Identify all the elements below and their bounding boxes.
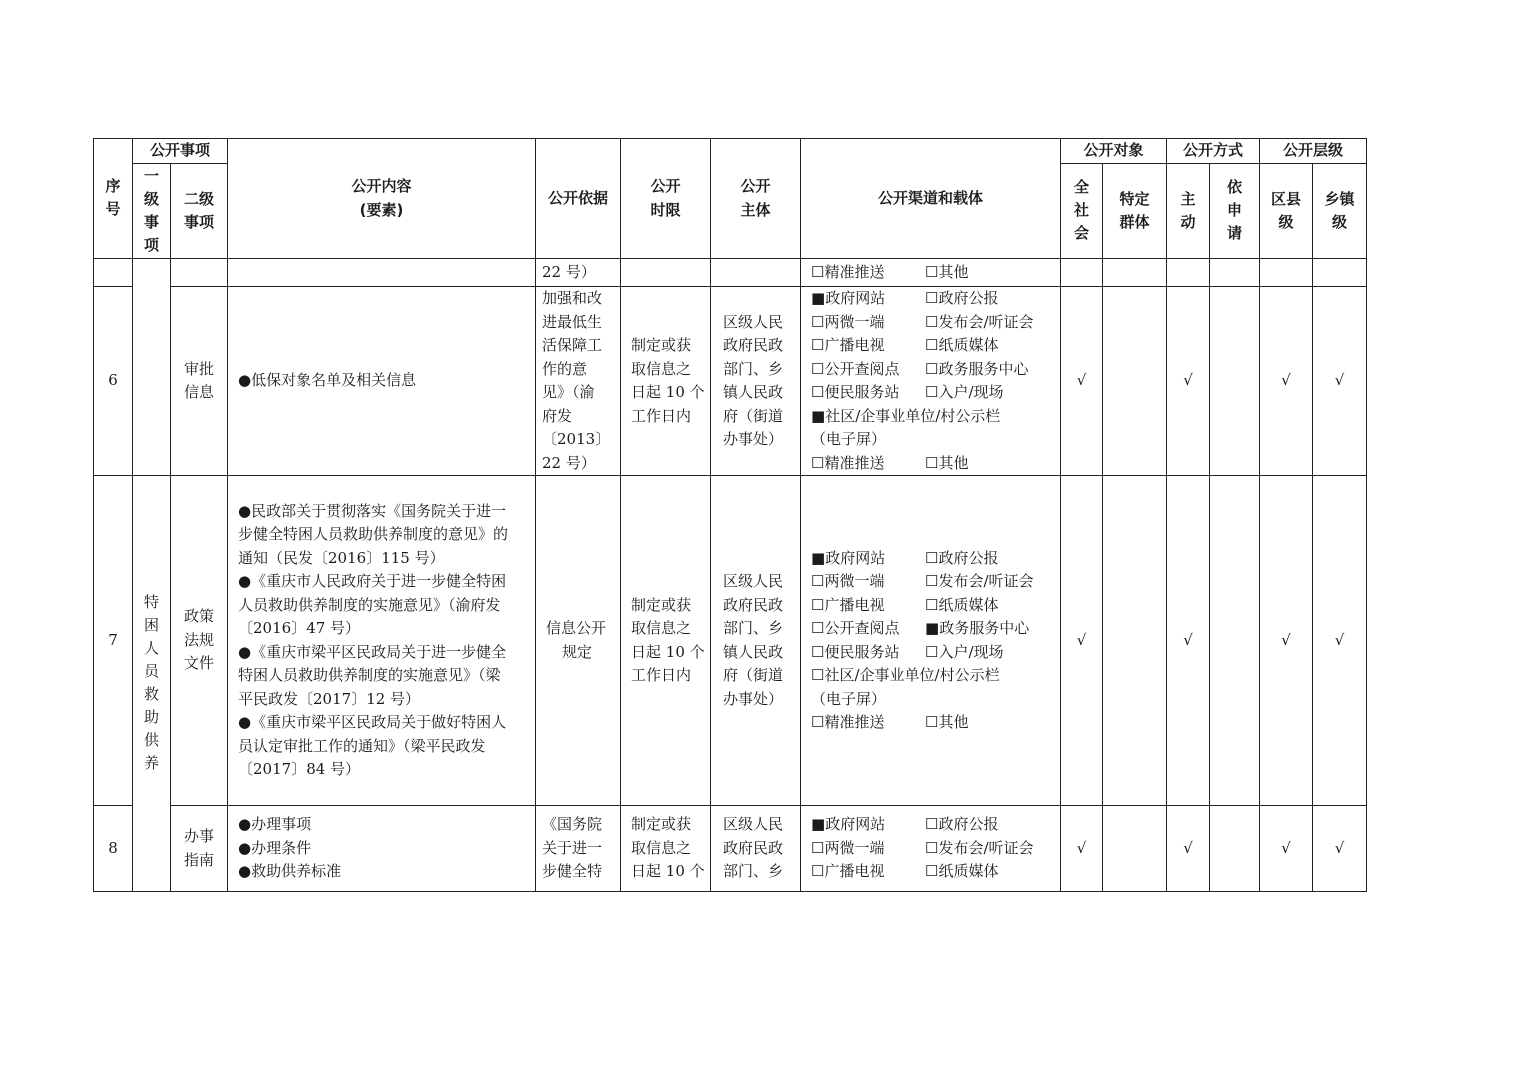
header-content-line1: 公开内容 bbox=[351, 177, 412, 195]
channel-option: （电子屏） bbox=[811, 689, 887, 708]
cell-empty bbox=[94, 259, 133, 287]
header-method: 公开方式 bbox=[1167, 139, 1260, 164]
disclosure-table bbox=[93, 138, 1367, 892]
header-subject bbox=[711, 139, 801, 259]
header-target-all bbox=[1061, 164, 1103, 259]
content-line: 通知（民发〔2016〕115 号） bbox=[238, 548, 445, 567]
basis-line: 〔2013〕 bbox=[542, 430, 611, 448]
time-line: 取信息之 bbox=[631, 838, 692, 857]
level2-line: 信息 bbox=[184, 383, 215, 401]
cell-level1-empty bbox=[133, 259, 171, 476]
channel-option: ☐政务服务中心 bbox=[925, 359, 1029, 378]
content-line: ●办理事项 bbox=[238, 815, 312, 834]
cell-empty bbox=[1061, 259, 1103, 287]
header-level1 bbox=[133, 164, 171, 259]
table-row-8 bbox=[94, 806, 1367, 892]
content-line: ●《重庆市人民政府关于进一步健全特困 bbox=[238, 572, 507, 590]
basis-line: 府发 bbox=[542, 406, 573, 425]
channel-option: ☐公开查阅点 bbox=[811, 359, 900, 378]
cell-level-district: √ bbox=[1260, 287, 1313, 476]
header-level-district-1: 区县 bbox=[1271, 189, 1302, 208]
subject-line: 办事处） bbox=[723, 689, 784, 708]
cell-level-town: √ bbox=[1313, 806, 1367, 892]
basis-line: 22 号） bbox=[542, 453, 596, 472]
cell-subject bbox=[711, 476, 801, 806]
cell-seq: 8 bbox=[94, 806, 133, 892]
cell-empty bbox=[1313, 259, 1367, 287]
cell-basis bbox=[536, 287, 621, 476]
cell-level-town: √ bbox=[1313, 476, 1367, 806]
basis-line: 活保障工 bbox=[542, 336, 603, 354]
basis-line: 关于进一 bbox=[542, 838, 603, 857]
time-line: 取信息之 bbox=[631, 619, 692, 637]
time-line: 制定或获 bbox=[631, 336, 692, 354]
channel-option: ☐两微一端 bbox=[811, 572, 885, 590]
header-level1-text: 一级事项 bbox=[144, 166, 160, 254]
cell-level2 bbox=[171, 287, 228, 476]
content-line: 特困人员救助供养制度的实施意见》（梁 bbox=[238, 666, 501, 684]
time-line: 制定或获 bbox=[631, 815, 692, 834]
cell-method-request bbox=[1210, 476, 1260, 806]
content-line: 人员救助供养制度的实施意见》（渝府发 bbox=[238, 595, 501, 614]
subject-line: 部门、乡 bbox=[723, 619, 784, 637]
cell-empty bbox=[1103, 259, 1167, 287]
cell-content bbox=[228, 287, 536, 476]
cell-content bbox=[228, 806, 536, 892]
content-line: 步健全特困人员救助供养制度的意见》的 bbox=[238, 525, 509, 543]
cell-target-specific bbox=[1103, 806, 1167, 892]
channel-option: ■政务服务中心 bbox=[925, 619, 1030, 637]
basis-line: 作的意 bbox=[542, 359, 588, 378]
channel-option: ☐广播电视 bbox=[811, 862, 885, 881]
header-subject-1: 公开 bbox=[740, 177, 771, 195]
header-level: 公开层级 bbox=[1260, 139, 1367, 164]
channel-option: ☐广播电视 bbox=[811, 336, 885, 354]
cell-seq: 6 bbox=[94, 287, 133, 476]
cell-seq: 7 bbox=[94, 476, 133, 806]
channel-option: ☐广播电视 bbox=[811, 595, 885, 614]
cell-level2 bbox=[171, 806, 228, 892]
content-line: 平民政发〔2017〕12 号） bbox=[238, 689, 421, 708]
channel-option: ☐两微一端 bbox=[811, 838, 885, 857]
cell-empty bbox=[1260, 259, 1313, 287]
basis-line: 进最低生 bbox=[542, 312, 603, 331]
cell-subject bbox=[711, 806, 801, 892]
header-target-specific-2: 群体 bbox=[1119, 213, 1150, 231]
subject-line: 区级人民 bbox=[723, 312, 784, 331]
level2-line: 指南 bbox=[184, 850, 215, 869]
basis-line: 见》（渝 bbox=[542, 383, 595, 401]
header-time-limit-1: 公开 bbox=[650, 177, 681, 195]
level2-line: 文件 bbox=[184, 654, 215, 673]
cell-level1 bbox=[133, 476, 171, 892]
cell-empty bbox=[171, 259, 228, 287]
header-target-specific bbox=[1103, 164, 1167, 259]
channel-option: ☐其他 bbox=[925, 262, 969, 281]
content-item: ●低保对象名单及相关信息 bbox=[238, 371, 417, 390]
time-line: 日起 10 个 bbox=[631, 862, 705, 881]
subject-line: 政府民政 bbox=[723, 595, 784, 614]
header-level-town-1: 乡镇 bbox=[1324, 189, 1355, 208]
time-line: 工作日内 bbox=[631, 666, 692, 684]
level2-line: 政策 bbox=[184, 607, 215, 626]
level1-text: 特困人员救助供养 bbox=[144, 593, 160, 773]
header-target-specific-1: 特定 bbox=[1119, 189, 1150, 208]
subject-line: 镇人民政 bbox=[723, 642, 784, 661]
cell-content bbox=[228, 476, 536, 806]
channel-option: ■政府网站 bbox=[811, 289, 886, 307]
header-level-district bbox=[1260, 164, 1313, 259]
channel-option: ☐纸质媒体 bbox=[925, 862, 999, 881]
subject-line: 区级人民 bbox=[723, 572, 784, 590]
channel-option: ☐社区/企事业单位/村公示栏 bbox=[811, 666, 1000, 684]
channel-option: ■政府网站 bbox=[811, 548, 886, 567]
subject-line: 政府民政 bbox=[723, 838, 784, 857]
cell-target-all: √ bbox=[1061, 287, 1103, 476]
basis-line: 加强和改 bbox=[542, 289, 603, 307]
header-level2-text: 二级事项 bbox=[184, 189, 215, 231]
channel-option: ☐政府公报 bbox=[925, 289, 999, 307]
cell-empty bbox=[1210, 259, 1260, 287]
cell-method-request bbox=[1210, 806, 1260, 892]
cell-channels bbox=[801, 287, 1061, 476]
cell-time-limit bbox=[621, 287, 711, 476]
cell-level-district: √ bbox=[1260, 806, 1313, 892]
basis-line: 22 号） bbox=[542, 262, 596, 281]
cell-empty bbox=[621, 259, 711, 287]
basis-line: 步健全特 bbox=[542, 862, 603, 881]
channel-option: ☐纸质媒体 bbox=[925, 595, 999, 614]
header-channel: 公开渠道和载体 bbox=[801, 139, 1061, 259]
content-line: ●《重庆市梁平区民政局关于进一步健全 bbox=[238, 642, 507, 661]
level2-line: 法规 bbox=[184, 630, 215, 649]
subject-line: 部门、乡 bbox=[723, 862, 784, 881]
cell-subject bbox=[711, 287, 801, 476]
channel-option: ☐便民服务站 bbox=[811, 642, 900, 661]
channel-option: ☐公开查阅点 bbox=[811, 619, 900, 637]
channel-option: ☐政府公报 bbox=[925, 548, 999, 567]
channel-option: ☐便民服务站 bbox=[811, 383, 900, 401]
header-method-active-text: 主动 bbox=[1180, 189, 1196, 231]
subject-line: 政府民政 bbox=[723, 336, 784, 354]
content-line: 〔2017〕84 号） bbox=[238, 760, 361, 778]
cell-basis bbox=[536, 259, 621, 287]
channel-option: ■社区/企事业单位/村公示栏 bbox=[811, 406, 1001, 425]
time-line: 制定或获 bbox=[631, 595, 692, 614]
header-target: 公开对象 bbox=[1061, 139, 1167, 164]
cell-empty bbox=[228, 259, 536, 287]
channel-option: ☐入户/现场 bbox=[925, 642, 1004, 661]
content-line: ●民政部关于贯彻落实《国务院关于进一 bbox=[238, 501, 507, 520]
channel-option: ☐精准推送 bbox=[811, 713, 885, 731]
time-line: 日起 10 个 bbox=[631, 383, 705, 401]
header-matters: 公开事项 bbox=[133, 139, 228, 164]
cell-target-specific bbox=[1103, 287, 1167, 476]
header-time-limit-2: 时限 bbox=[650, 200, 681, 219]
subject-line: 府（街道 bbox=[723, 666, 784, 684]
table-row-7 bbox=[94, 476, 1367, 806]
header-seq bbox=[94, 139, 133, 259]
header-content-line2: (要素) bbox=[359, 200, 404, 219]
channel-option: （电子屏） bbox=[811, 430, 887, 448]
content-line: 员认定审批工作的通知》（梁平民政发 bbox=[238, 736, 486, 755]
channel-option: ☐发布会/听证会 bbox=[925, 312, 1034, 331]
subject-line: 区级人民 bbox=[723, 815, 784, 834]
cell-time-limit bbox=[621, 806, 711, 892]
subject-line: 府（街道 bbox=[723, 406, 784, 425]
header-subject-2: 主体 bbox=[740, 200, 771, 219]
cell-target-all: √ bbox=[1061, 476, 1103, 806]
header-level-town-2: 级 bbox=[1332, 213, 1348, 231]
cell-empty bbox=[1167, 259, 1210, 287]
cell-channels bbox=[801, 259, 1061, 287]
cell-target-specific bbox=[1103, 476, 1167, 806]
cell-method-active: √ bbox=[1167, 476, 1210, 806]
header-method-request-text: 依申请 bbox=[1227, 178, 1243, 243]
header-time-limit bbox=[621, 139, 711, 259]
subject-line: 办事处） bbox=[723, 430, 784, 448]
level2-line: 办事 bbox=[184, 827, 215, 845]
cell-channels bbox=[801, 476, 1061, 806]
subject-line: 镇人民政 bbox=[723, 383, 784, 401]
cell-channels bbox=[801, 806, 1061, 892]
cell-basis bbox=[536, 806, 621, 892]
cell-time-limit bbox=[621, 476, 711, 806]
cell-basis bbox=[536, 476, 621, 806]
content-line: ●救助供养标准 bbox=[238, 862, 342, 881]
header-target-all-text: 全社会 bbox=[1074, 178, 1090, 243]
cell-level-town: √ bbox=[1313, 287, 1367, 476]
channel-option: ☐其他 bbox=[925, 713, 969, 731]
basis-line: 《国务院 bbox=[542, 815, 603, 834]
cell-method-active: √ bbox=[1167, 806, 1210, 892]
cell-level2 bbox=[171, 476, 228, 806]
channel-option: ☐入户/现场 bbox=[925, 383, 1004, 401]
channel-option: ☐政府公报 bbox=[925, 815, 999, 834]
channel-option: ☐发布会/听证会 bbox=[925, 838, 1034, 857]
header-level-district-2: 级 bbox=[1278, 213, 1294, 231]
cell-method-active: √ bbox=[1167, 287, 1210, 476]
header-method-active bbox=[1167, 164, 1210, 259]
time-line: 工作日内 bbox=[631, 406, 692, 425]
channel-option: ■政府网站 bbox=[811, 815, 886, 834]
channel-option: ☐纸质媒体 bbox=[925, 336, 999, 354]
time-line: 取信息之 bbox=[631, 359, 692, 378]
content-line: 〔2016〕47 号） bbox=[238, 619, 361, 637]
channel-option: ☐发布会/听证会 bbox=[925, 572, 1034, 590]
header-content bbox=[228, 139, 536, 259]
level2-line: 审批 bbox=[184, 359, 215, 378]
channel-option: ☐精准推送 bbox=[811, 262, 885, 281]
cell-target-all: √ bbox=[1061, 806, 1103, 892]
cell-empty bbox=[711, 259, 801, 287]
table-row-continuation bbox=[94, 259, 1367, 287]
header-level2 bbox=[171, 164, 228, 259]
header-level-town bbox=[1313, 164, 1367, 259]
channel-option: ☐两微一端 bbox=[811, 312, 885, 331]
header-basis: 公开依据 bbox=[536, 139, 621, 259]
channel-option: ☐精准推送 bbox=[811, 453, 885, 472]
cell-level-district: √ bbox=[1260, 476, 1313, 806]
content-line: ●《重庆市梁平区民政局关于做好特困人 bbox=[238, 713, 507, 731]
basis-line: 规定 bbox=[562, 642, 593, 661]
subject-line: 部门、乡 bbox=[723, 359, 784, 378]
channel-option: ☐其他 bbox=[925, 453, 969, 472]
cell-method-request bbox=[1210, 287, 1260, 476]
header-method-request bbox=[1210, 164, 1260, 259]
table-row-6 bbox=[94, 287, 1367, 476]
time-line: 日起 10 个 bbox=[631, 642, 705, 661]
content-line: ●办理条件 bbox=[238, 838, 312, 857]
header-seq-text: 序号 bbox=[105, 177, 121, 219]
basis-line: 信息公开 bbox=[546, 619, 607, 637]
